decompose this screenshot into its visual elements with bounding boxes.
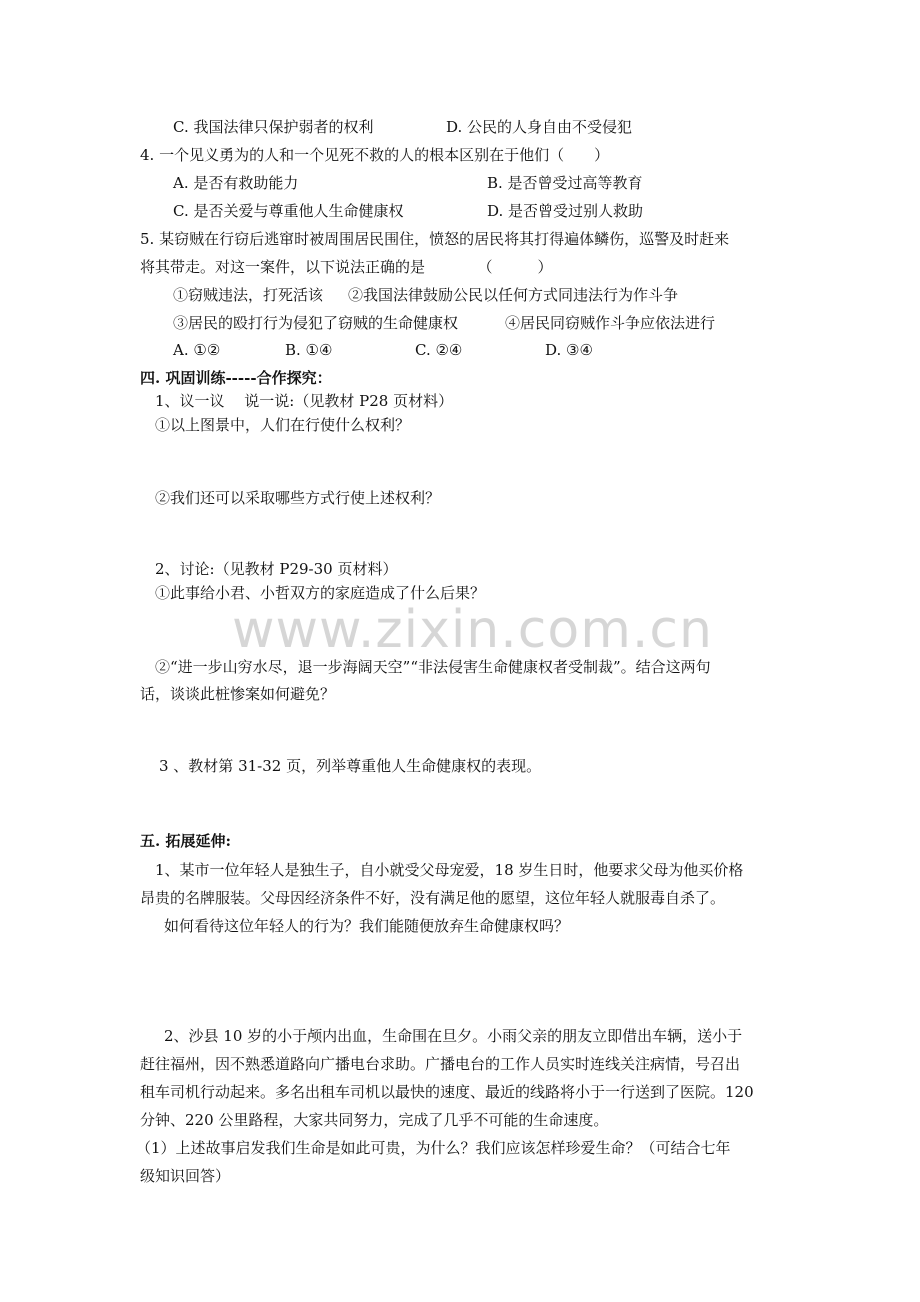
q4-option-d: D. 是否曾受过别人救助 — [487, 202, 644, 220]
q5-statement-3: ③居民的殴打行为侵犯了窃贼的生命健康权 — [173, 314, 459, 332]
q5-stem-line2: 将其带走。对这一案件，以下说法正确的是 （ ） — [140, 258, 553, 276]
section5-p1-question: 如何看待这位年轻人的行为？我们能随便放弃生命健康权吗？ — [164, 917, 570, 935]
section4-item1-question2: ②我们还可以采取哪些方式行使上述权利？ — [155, 489, 441, 507]
section5-p1-line2: 昂贵的名牌服装。父母因经济条件不好，没有满足他的愿望，这位年轻人就服毒自杀了。 — [140, 889, 726, 907]
q5-option-b: B. ①④ — [285, 341, 333, 359]
section5-p2-question1-line1: （1）上述故事启发我们生命是如此可贵，为什么？我们应该怎样珍爱生命？（可结合七年 — [136, 1139, 731, 1157]
section4-item2-question2-line1: ②“进一步山穷水尽，退一步海阔天空”“非法侵害生命健康权者受制裁”。结合这两句 — [155, 658, 711, 676]
q4-option-a: A. 是否有救助能力 — [173, 174, 299, 192]
watermark: www.zixin.com.cn — [232, 600, 713, 660]
q4-option-c: C. 是否关爱与尊重他人生命健康权 — [173, 202, 404, 220]
section5-heading: 五. 拓展延伸: — [140, 832, 231, 850]
q5-option-d: D. ③④ — [545, 341, 593, 359]
q5-stem-line1: 5. 某窃贼在行窃后逃窜时被周围居民围住，愤怒的居民将其打得遍体鳞伤，巡警及时赶来 — [140, 230, 730, 248]
q3-option-c: C. 我国法律只保护弱者的权利 — [173, 118, 374, 136]
section4-heading: 四. 巩固训练-----合作探究： — [140, 369, 332, 387]
q5-option-a: A. ①② — [173, 341, 221, 359]
q4-stem: 4. 一个见义勇为的人和一个见死不救的人的根本区别在于他们（ ） — [140, 146, 610, 164]
section4-item1-question1: ①以上图景中，人们在行使什么权利？ — [155, 416, 411, 434]
section5-p1-line1: 1、某市一位年轻人是独生子，自小就受父母宠爱，18 岁生日时，他要求父母为他买价格 — [155, 861, 744, 879]
q5-statement-2: ②我国法律鼓励公民以任何方式同违法行为作斗争 — [348, 286, 679, 304]
q5-statement-4: ④居民同窃贼作斗争应依法进行 — [505, 314, 716, 332]
section5-p2-question1-line2: 级知识回答） — [140, 1167, 231, 1185]
section4-item3: 3 、教材第 31-32 页，列举尊重他人生命健康权的表现。 — [159, 757, 542, 775]
section5-p2-line3: 租车司机行动起来。多名出租车司机以最快的速度、最近的线路将小于一行送到了医院。120 — [140, 1083, 754, 1101]
section5-p2-line2: 赶往福州，因不熟悉道路向广播电台求助。广播电台的工作人员实时连线关注病情，号召出 — [140, 1055, 741, 1073]
section5-p2-line1: 2、沙县 10 岁的小于颅内出血，生命围在旦夕。小雨父亲的朋友立即借出车辆，送小于 — [164, 1027, 743, 1045]
q4-option-b: B. 是否曾受过高等教育 — [487, 174, 643, 192]
section5-p2-line4: 分钟、220 公里路程，大家共同努力，完成了几乎不可能的生命速度。 — [140, 1111, 609, 1129]
section4-item2-question2-line2: 话，谈谈此桩惨案如何避免？ — [140, 685, 336, 703]
q5-option-c: C. ②④ — [415, 341, 463, 359]
q5-statement-1: ①窃贼违法，打死活该 — [173, 286, 324, 304]
section4-item1: 1、议一议 说一说:（见教材 P28 页材料） — [155, 392, 454, 410]
q3-option-d: D. 公民的人身自由不受侵犯 — [446, 118, 633, 136]
section4-item2: 2、讨论:（见教材 P29-30 页材料） — [155, 560, 398, 578]
section4-item2-question1: ①此事给小君、小哲双方的家庭造成了什么后果？ — [155, 584, 486, 602]
